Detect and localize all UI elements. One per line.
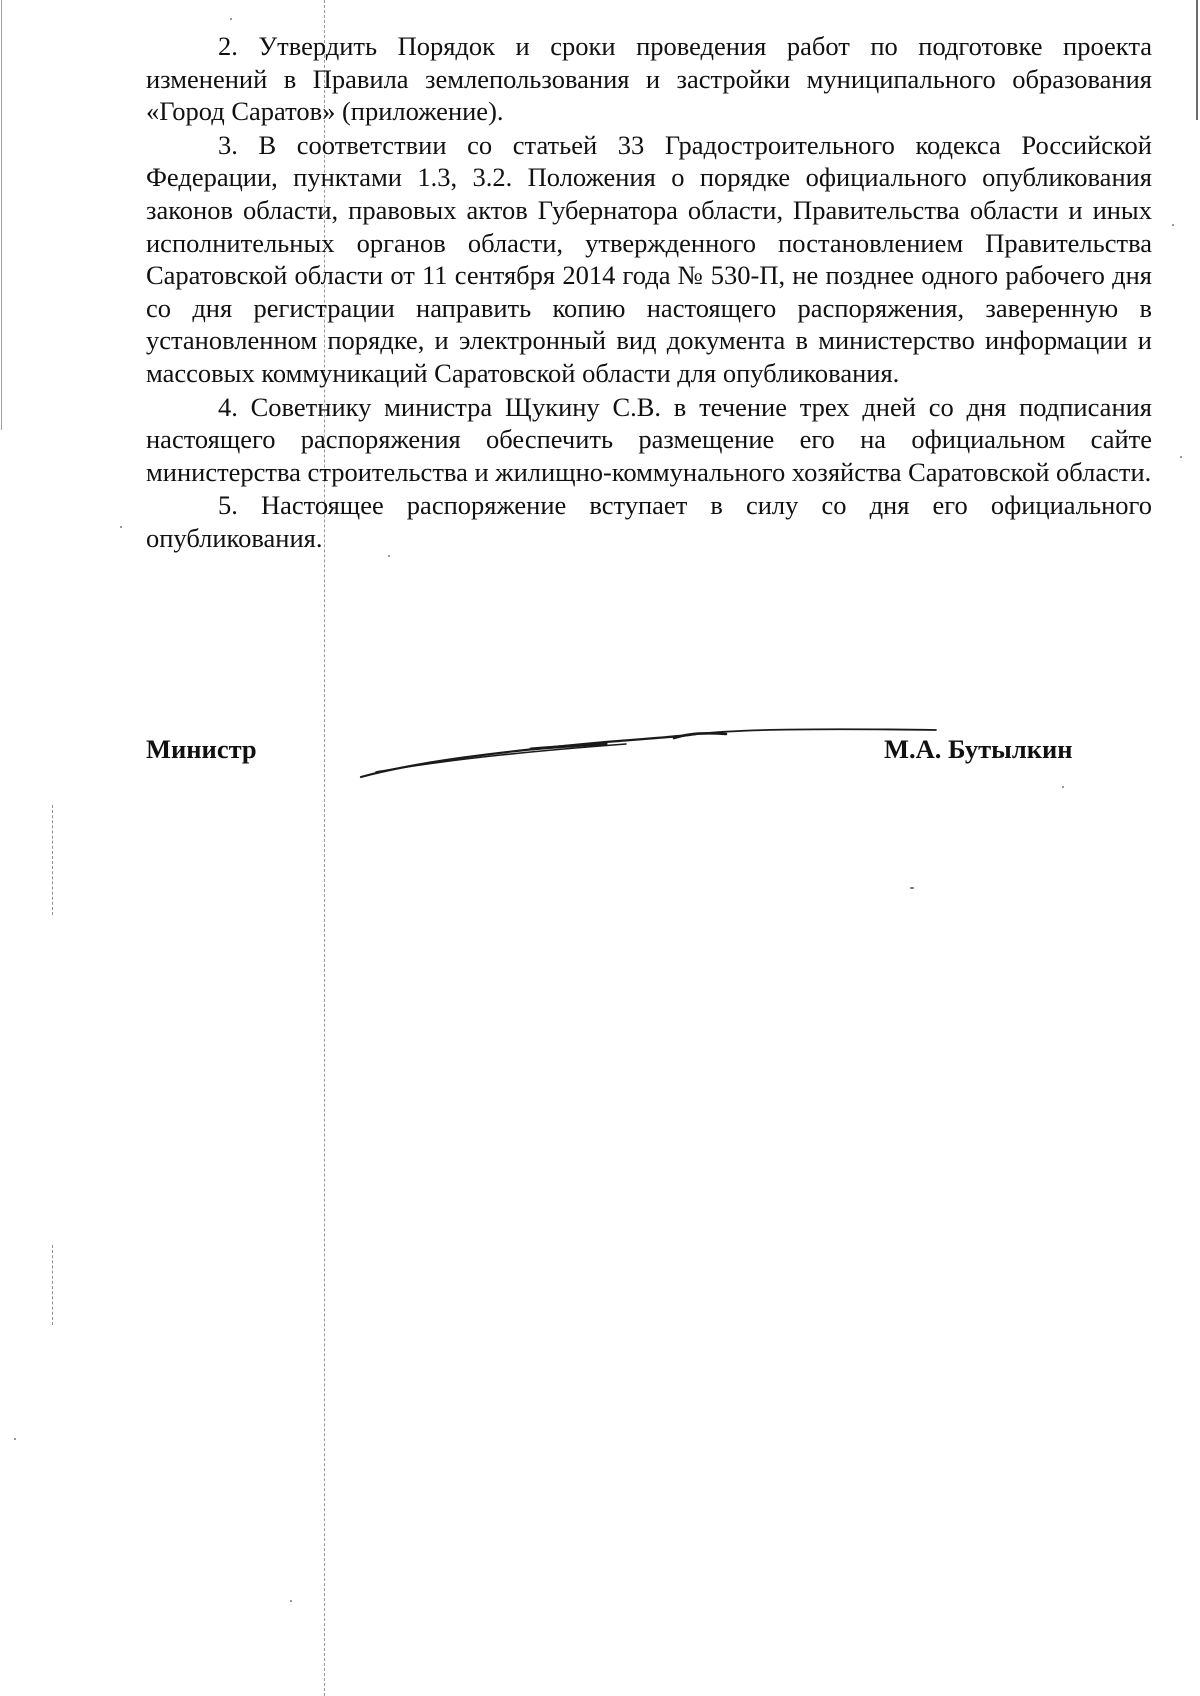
scan-speck <box>230 18 232 20</box>
scan-speck <box>14 1438 16 1440</box>
scan-edge-mark <box>52 805 53 915</box>
paragraph-item-5: 5. Настоящее распоряжение вступает в силу со дня его официального опубликования. <box>146 490 1152 553</box>
signatory-name: М.А. Бутылкин <box>884 734 1073 764</box>
scan-speck <box>388 555 390 557</box>
document-body <box>146 30 1152 555</box>
scan-speck <box>1180 456 1182 458</box>
scan-speck <box>290 1600 292 1602</box>
paragraph-item-2: 2. Утвердить Порядок и сроки проведения работ по подготовке проекта изменений в Правила землепользования и застройки муниципального образования «Город Саратов» (приложение). <box>146 31 1152 127</box>
paragraph-item-4: 4. Советнику министра Щукину С.В. в течение трех дней со дня подписания настоящего распоряжения обеспечить размещение его на официальном сайте министерства строительства и жилищно-коммунального хозяйства Саратовской области. <box>146 391 1152 487</box>
scan-edge-mark <box>52 1245 53 1325</box>
scan-edge-mark <box>1 0 2 430</box>
paragraph-item-3: 3. В соответствии со статьей 33 Градостроительного кодекса Российской Федерации, пунктами 1.3, 3.2. Положения о порядке официального опубликования законов области, правовых актов Губернатора области, Правительства области и иных исполнительных органов области, утвержденного постановлением Правительства Саратовской области от 11 сентября 2014 года № 530-П, не позднее одного рабочего дня со дня регистрации направить копию настоящего распоряжения, заверенную в установленном порядке, и электронный вид документа в министерство информации и массовых коммуникаций Саратовской области для опубликования. <box>146 129 1152 388</box>
handwritten-signature <box>356 722 946 782</box>
scan-speck <box>910 887 914 889</box>
scan-speck <box>120 526 122 528</box>
scan-edge-mark <box>1196 0 1198 120</box>
scan-speck <box>1172 224 1174 226</box>
signatory-title: Министр <box>146 734 257 764</box>
